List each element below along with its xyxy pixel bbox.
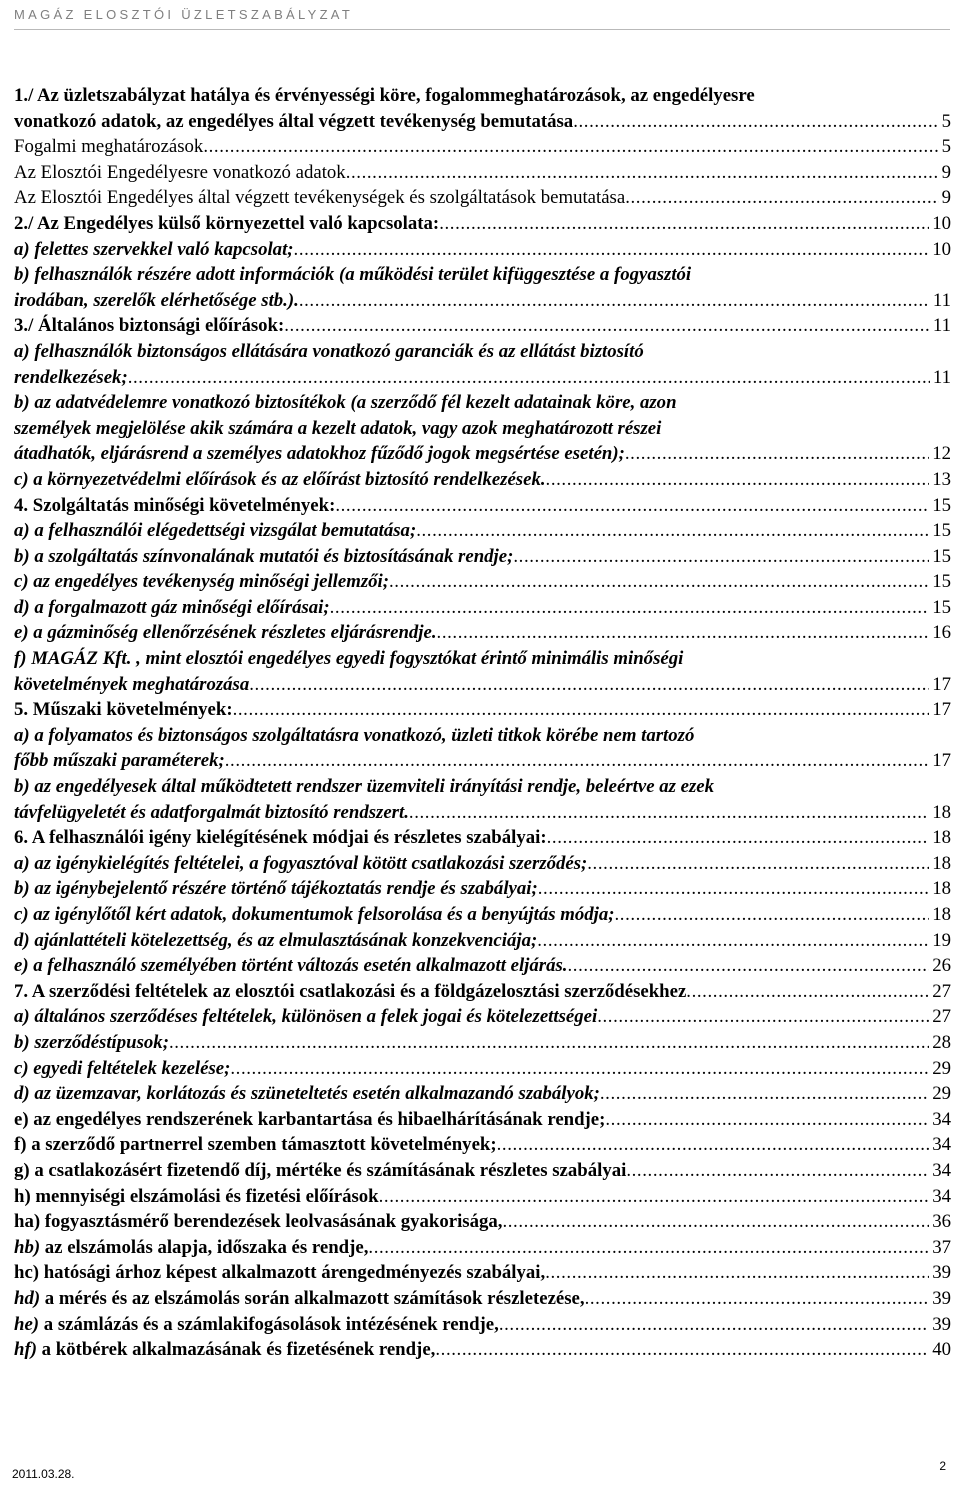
toc-entry-text: távfelügyeletét és adatforgalmát biztosító rendszert. [14,801,409,823]
toc-page-number: 17 [932,699,951,721]
footer-page-number: 2 [939,1459,946,1473]
toc-entry-line [14,185,951,211]
toc-entry-text: b) az igénybejelentő részére történő tájékoztatás rendje és szabályai; [14,878,538,900]
toc-dot-leader [225,748,929,774]
toc-entry-text: c) az engedélyes tevékenység minőségi jellemzői; [14,571,389,593]
toc-page-number: 19 [932,929,951,951]
toc-entry-line [14,569,951,595]
toc-entry[interactable] [14,697,951,723]
toc-dot-leader [605,1107,929,1133]
toc-entry[interactable] [14,902,951,928]
toc-dot-leader [249,672,929,698]
document-header-title: MAGÁZ ELOSZTÓI ÜZLETSZABÁLYZAT [14,7,354,22]
toc-entry[interactable] [14,1132,951,1158]
toc-page-number: 18 [932,827,951,849]
toc-dot-leader [502,1209,929,1235]
toc-entry[interactable] [14,1235,951,1261]
toc-entry-line [14,876,951,902]
toc-entry-line [14,953,951,979]
toc-entry-line [14,672,951,698]
toc-entry-line [14,697,951,723]
toc-page-number: 36 [932,1211,951,1233]
toc-entry-line [14,1004,951,1030]
toc-entry-rest: az elszámolás alapja, időszaka és rendje, [40,1236,369,1258]
toc-entry-text: b) a szolgáltatás színvonalának mutatói és biztosításának rendje; [14,545,514,567]
toc-entry-text: a) felettes szervekkel való kapcsolat; [14,238,294,260]
toc-page-number: 34 [932,1159,951,1181]
toc-dot-leader [233,697,930,723]
toc-page-number: 18 [932,801,951,823]
toc-entry[interactable] [14,1030,951,1056]
toc-entry-text [14,1337,435,1363]
toc-entry-line [14,518,951,544]
toc-entry-text: a) a folyamatos és biztonságos szolgáltatásra vonatkozó, üzleti titkok körébe nem tartozó [14,724,695,746]
toc-entry-line [14,544,951,570]
toc-entry-line [14,441,951,467]
toc-entry[interactable] [14,979,951,1005]
toc-entry-text: e) a felhasználó személyében történt változás esetén alkalmazott eljárás. [14,955,568,977]
toc-entry[interactable] [14,851,951,877]
toc-entry-text: f) a szerződő partnerrel szemben támasztott követelmények; [14,1134,497,1156]
toc-page-number: 34 [932,1108,951,1130]
toc-entry-text: g) a csatlakozásért fizetendő díj, mértéke és számításának részletes szabályai [14,1159,627,1181]
toc-entry-line [14,134,951,160]
toc-entry-line [14,365,951,391]
toc-entry[interactable] [14,1158,951,1184]
toc-page-number: 5 [941,136,951,158]
toc-entry-text: 2./ Az Engedélyes külső környezettel való kapcsolata: [14,212,440,234]
toc-entry-text: c) az igénylőtől kért adatok, dokumentumok felsorolása és a benyújtás módja; [14,904,615,925]
toc-dot-leader [437,620,930,646]
toc-entry[interactable] [14,262,951,313]
toc-page-number: 15 [932,520,951,542]
toc-entry-text: irodában, szerelők elérhetősége stb.). [14,289,299,311]
toc-entry-line [14,1184,951,1210]
toc-entry-line [14,237,951,263]
toc-entry-line [14,979,951,1005]
toc-entry-text: b) felhasználók részére adott információk (a működési terület kifüggesztése a fogyasztói [14,264,692,286]
table-of-contents [14,83,951,1363]
toc-page-number: 15 [932,571,951,593]
toc-entry-line [14,493,951,519]
toc-entry-text: 7. A szerződési feltételek az elosztói csatlakozási és a földgázelosztási szerződésekhez [14,980,687,1002]
toc-entry[interactable] [14,134,951,160]
toc-page-number: 29 [932,1083,951,1105]
toc-entry-prefix: hd) [14,1287,41,1309]
toc-entry-text: hc) hatósági árhoz képest alkalmazott árengedményezés szabályai, [14,1262,546,1284]
toc-entry-line [14,851,951,877]
toc-entry-text: h) mennyiségi elszámolási és fizetési előírások [14,1185,379,1207]
toc-entry[interactable] [14,313,951,339]
toc-dot-leader [626,1158,929,1184]
toc-entry[interactable] [14,185,951,211]
toc-entry-line [14,262,951,288]
toc-entry[interactable] [14,1209,951,1235]
toc-entry-prefix: he) [14,1313,40,1335]
toc-entry-line [14,109,951,135]
toc-dot-leader [299,288,930,314]
toc-entry-text: a) általános szerződéses feltételek, különösen a felek jogai és kötelezettségei [14,1006,598,1028]
toc-entry-text [14,1235,368,1261]
toc-entry[interactable] [14,595,951,621]
toc-dot-leader [439,211,929,237]
toc-entry-text: 6. A felhasználói igény kielégítésének módjai és részletes szabályai: [14,827,547,849]
toc-dot-leader [585,1286,930,1312]
toc-entry-text: átadhatók, eljárásrend a személyes adatokhoz fűződő jogok megsértése esetén); [14,443,625,465]
toc-entry-prefix: hf) [14,1339,37,1361]
toc-page-number: 9 [941,187,951,209]
toc-dot-leader [513,544,929,570]
toc-entry[interactable] [14,953,951,979]
toc-page-number: 5 [941,110,951,132]
toc-entry-line [14,646,951,672]
toc-entry-text: a) a felhasználói elégedettségi vizsgálat bemutatása; [14,520,417,542]
toc-dot-leader [435,1337,929,1363]
toc-entry-text: 5. Műszaki követelmények: [14,699,233,721]
toc-entry[interactable] [14,160,951,186]
toc-entry-text: f) MAGÁZ Kft. , mint elosztói engedélyes egyedi fogysztókat érintő minimális minőségi [14,648,684,670]
toc-page-number: 27 [932,1006,951,1028]
toc-entry[interactable] [14,1081,951,1107]
toc-page-number: 15 [932,596,951,618]
toc-entry[interactable] [14,928,951,954]
toc-entry-line [14,1081,951,1107]
toc-entry-rest: a számlázás és a számlakifogásolások intézésének rendje, [39,1313,499,1335]
toc-page-number: 34 [932,1185,951,1207]
toc-entry-text: d) az üzemzavar, korlátozás és szüneteltetés esetén alkalmazandó szabályok; [14,1083,600,1105]
toc-entry-line [14,1030,951,1056]
toc-dot-leader [335,493,929,519]
toc-entry[interactable] [14,1260,951,1286]
toc-entry-text: b) szerződéstípusok; [14,1031,169,1053]
toc-page-number: 16 [932,622,951,644]
toc-entry[interactable] [14,825,951,851]
toc-page-number: 15 [932,494,951,516]
toc-entry-line [14,800,951,826]
toc-dot-leader [538,876,929,902]
toc-dot-leader [625,441,929,467]
toc-entry[interactable] [14,876,951,902]
toc-dot-leader [600,1081,929,1107]
toc-entry-line [14,288,951,314]
toc-entry[interactable] [14,83,951,134]
toc-entry[interactable] [14,1004,951,1030]
toc-page-number: 11 [932,366,951,388]
toc-page-number: 15 [932,545,951,567]
toc-entry-text: e) az engedélyes rendszerének karbantartása és hibaelhárításának rendje; [14,1108,606,1130]
toc-entry-text: 3./ Általános biztonsági előírások: [14,315,285,337]
toc-entry-line [14,1209,951,1235]
toc-entry-text: e) a gázminőség ellenőrzésének részletes eljárásrendje. [14,622,437,644]
toc-entry-text: 1./ Az üzletszabályzat hatálya és érvényességi köre, fogalommeghatározások, az engedélyesre [14,85,755,106]
toc-entry[interactable] [14,646,951,697]
toc-page-number: 39 [932,1313,951,1335]
toc-page-number: 26 [932,955,951,977]
toc-dot-leader [537,928,929,954]
toc-entry-rest: a mérés és az elszámolás során alkalmazott számítások részletezése, [40,1287,585,1309]
toc-entry[interactable] [14,1184,951,1210]
toc-entry[interactable] [14,211,951,237]
toc-entry-line [14,416,951,442]
toc-dot-leader [568,953,930,979]
toc-dot-leader [379,1184,930,1210]
toc-page-number: 37 [932,1236,951,1258]
toc-entry[interactable] [14,339,951,390]
toc-page-number: 27 [932,980,951,1002]
toc-dot-leader [546,467,930,493]
toc-entry-line [14,748,951,774]
toc-dot-leader [203,134,938,160]
toc-entry[interactable] [14,1286,951,1312]
toc-entry[interactable] [14,569,951,595]
toc-dot-leader [230,1056,929,1082]
toc-page-number: 28 [932,1031,951,1053]
toc-page-number: 13 [932,468,951,490]
toc-entry-rest: a kötbérek alkalmazásának és fizetésének rendje, [36,1339,436,1361]
toc-entry[interactable] [14,1056,951,1082]
toc-dot-leader [614,902,929,928]
toc-entry-text: Az Elosztói Engedélyes által végzett tevékenységek és szolgáltatások bemutatása [14,187,626,209]
toc-entry-line [14,723,951,749]
toc-entry-line [14,1286,951,1312]
toc-dot-leader [169,1030,929,1056]
toc-dot-leader [545,1260,929,1286]
toc-entry-line [14,313,951,339]
toc-entry-text: főbb műszaki paraméterek; [14,750,225,772]
toc-page-number: 39 [932,1287,951,1309]
toc-entry[interactable] [14,237,951,263]
toc-entry-text: rendelkezések; [14,366,128,388]
toc-entry-line [14,160,951,186]
toc-dot-leader [416,518,929,544]
toc-dot-leader [368,1235,929,1261]
toc-entry-line [14,1312,951,1338]
toc-dot-leader [128,365,930,391]
toc-entry-text: 4. Szolgáltatás minőségi követelmények: [14,494,336,516]
toc-dot-leader [686,979,929,1005]
toc-entry-text [14,1286,585,1312]
toc-page-number: 12 [932,443,951,465]
toc-entry-prefix: hb) [14,1236,41,1258]
toc-page-number: 17 [932,750,951,772]
toc-entry[interactable] [14,723,951,774]
toc-entry-line [14,928,951,954]
toc-entry-text: a) az igénykielégítés feltételei, a fogyasztóval kötött csatlakozási szerződés; [14,852,588,874]
toc-entry-text: személyek megjelölése akik számára a kezelt adatok, vagy azok meghatározott részei [14,417,662,439]
toc-entry-line [14,1158,951,1184]
toc-entry-text: b) az adatvédelemre vonatkozó biztosítékok (a szerződő fél kezelt adatainak köre, azon [14,392,677,414]
toc-entry-text: a) felhasználók biztonságos ellátására vonatkozó garanciák és az ellátást biztosító [14,340,644,362]
toc-page-number: 29 [932,1057,951,1079]
toc-entry-text: ha) fogyasztásmérő berendezések leolvasásának gyakorisága, [14,1211,503,1233]
toc-dot-leader [389,569,929,595]
toc-entry[interactable] [14,1312,951,1338]
toc-entry-text: Az Elosztói Engedélyesre vonatkozó adatok [14,161,346,183]
toc-dot-leader [597,1004,929,1030]
toc-entry-text [14,1312,499,1338]
toc-entry[interactable] [14,467,951,493]
toc-dot-leader [497,1132,930,1158]
toc-page-number: 39 [932,1262,951,1284]
toc-dot-leader [409,800,929,826]
toc-entry-line [14,620,951,646]
toc-entry-line [14,83,951,109]
toc-entry-line [14,467,951,493]
toc-dot-leader [547,825,930,851]
toc-page-number: 18 [932,904,951,925]
toc-entry-text: c) egyedi feltételek kezelése; [14,1057,231,1079]
toc-entry-line [14,1235,951,1261]
footer-date: 2011.03.28. [12,1467,75,1481]
toc-dot-leader [499,1312,929,1338]
toc-dot-leader [330,595,930,621]
toc-entry-line [14,211,951,237]
header-divider [14,29,950,30]
toc-entry-line [14,339,951,365]
toc-entry-text: követelmények meghatározása [14,673,250,695]
toc-page-number: 11 [932,315,951,337]
toc-page-number: 18 [932,878,951,900]
toc-dot-leader [294,237,930,263]
toc-entry[interactable] [14,1107,951,1133]
toc-entry-line [14,595,951,621]
toc-entry-text: Fogalmi meghatározások [14,136,204,158]
toc-entry-line [14,774,951,800]
toc-entry-text: b) az engedélyesek által működtetett rendszer üzemviteli irányítási rendje, beleértve az ezek [14,776,715,798]
toc-entry-line [14,1337,951,1363]
toc-entry[interactable] [14,518,951,544]
toc-entry-text: vonatkozó adatok, az engedélyes által végzett tevékenység bemutatása [14,110,574,132]
toc-dot-leader [587,851,929,877]
toc-dot-leader [573,109,938,135]
toc-entry[interactable] [14,1337,951,1363]
toc-entry-line [14,1107,951,1133]
toc-entry-text: d) ajánlattételi kötelezettség, és az elmulasztásának konzekvenciája; [14,929,538,951]
toc-entry-line [14,1132,951,1158]
toc-entry[interactable] [14,620,951,646]
toc-page-number: 18 [932,852,951,874]
toc-entry-line [14,1260,951,1286]
toc-entry-line [14,902,951,928]
toc-entry[interactable] [14,493,951,519]
toc-page-number: 34 [932,1134,951,1156]
toc-entry-text: d) a forgalmazott gáz minőségi előírásai; [14,596,330,618]
toc-entry[interactable] [14,390,951,467]
toc-entry-text: c) a környezetvédelmi előírások és az előírást biztosító rendelkezések. [14,468,546,490]
toc-dot-leader [346,160,939,186]
toc-page-number: 40 [932,1339,951,1361]
toc-entry-line [14,1056,951,1082]
toc-page-number: 10 [932,238,951,260]
toc-page-number: 17 [932,673,951,695]
toc-page-number: 9 [941,161,951,183]
toc-page-number: 11 [932,289,951,311]
toc-entry[interactable] [14,544,951,570]
toc-dot-leader [284,313,930,339]
toc-page-number: 10 [932,212,951,234]
toc-entry-line [14,390,951,416]
toc-entry-line [14,825,951,851]
toc-dot-leader [625,185,938,211]
toc-entry[interactable] [14,774,951,825]
